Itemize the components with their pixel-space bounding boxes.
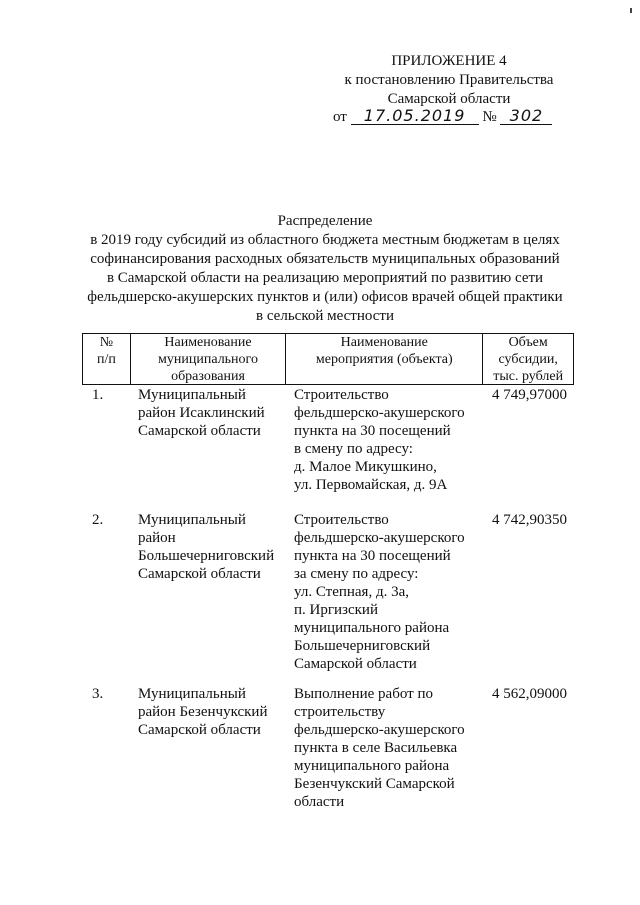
row-amount: 4 742,90350 bbox=[492, 512, 567, 528]
appendix-title: ПРИЛОЖЕНИЕ 4 bbox=[391, 53, 507, 69]
row-municipality: Муниципальный район Исаклинский Самарской области bbox=[138, 387, 265, 439]
date-prefix: от bbox=[333, 109, 347, 125]
row-municipality: Муниципальный район Большечерниговский Самарской области bbox=[138, 512, 275, 582]
heading-line: фельдшерско-акушерских пунктов и (или) офисов врачей общей практики bbox=[87, 289, 563, 305]
heading-line: в сельской местности bbox=[256, 308, 394, 324]
row-number: 3. bbox=[92, 686, 104, 702]
table-row bbox=[82, 511, 574, 673]
row-amount: 4 749,97000 bbox=[492, 387, 567, 403]
appendix-region: Самарской области bbox=[387, 91, 511, 107]
row-event: Строительство фельдшерско-акушерского пункта на 30 посещений в смену по адресу: д. Малое Микушкино, ул. Первомайская, д. 9А bbox=[294, 387, 465, 493]
row-number: 1. bbox=[92, 387, 104, 403]
row-event: Строительство фельдшерско-акушерского пункта на 30 посещений за смену по адресу: ул. Степная, д. 3а, п. Иргизский муниципального района Большечерниговский Самарской области bbox=[294, 512, 465, 672]
row-event: Выполнение работ по строительству фельдшерско-акушерского пункта в селе Васильевка муниципального района Безенчукский Самарской области bbox=[294, 686, 465, 810]
document-heading bbox=[80, 212, 570, 326]
appendix-subtitle: к постановлению Правительства bbox=[344, 72, 554, 88]
handwritten-date: 17.05.2019 bbox=[351, 108, 479, 125]
appendix-header bbox=[318, 52, 580, 109]
row-number: 2. bbox=[92, 512, 104, 528]
handwritten-number: 302 bbox=[500, 108, 552, 125]
number-prefix: № bbox=[482, 109, 497, 125]
heading-line: Распределение bbox=[277, 213, 373, 229]
table-header bbox=[82, 333, 574, 385]
heading-line: софинансирования расходных обязательств муниципальных образований bbox=[90, 251, 560, 267]
header-number: № п/п bbox=[83, 334, 131, 384]
row-municipality: Муниципальный район Безенчукский Самарской области bbox=[138, 686, 268, 738]
scan-mark bbox=[630, 8, 632, 13]
heading-line: в Самарской области на реализацию мероприятий по развитию сети bbox=[106, 270, 544, 286]
header-municipality: Наименование муниципального образования bbox=[131, 334, 286, 384]
row-amount: 4 562,09000 bbox=[492, 686, 567, 702]
table-row bbox=[82, 685, 574, 811]
heading-line: в 2019 году субсидий из областного бюджета местным бюджетам в целях bbox=[90, 232, 560, 248]
table-row bbox=[82, 386, 574, 494]
header-event: Наименование мероприятия (объекта) bbox=[286, 334, 483, 384]
header-amount: Объем субсидии, тыс. рублей bbox=[493, 335, 564, 384]
resolution-date-number bbox=[333, 108, 573, 128]
subsidy-table bbox=[82, 333, 574, 810]
